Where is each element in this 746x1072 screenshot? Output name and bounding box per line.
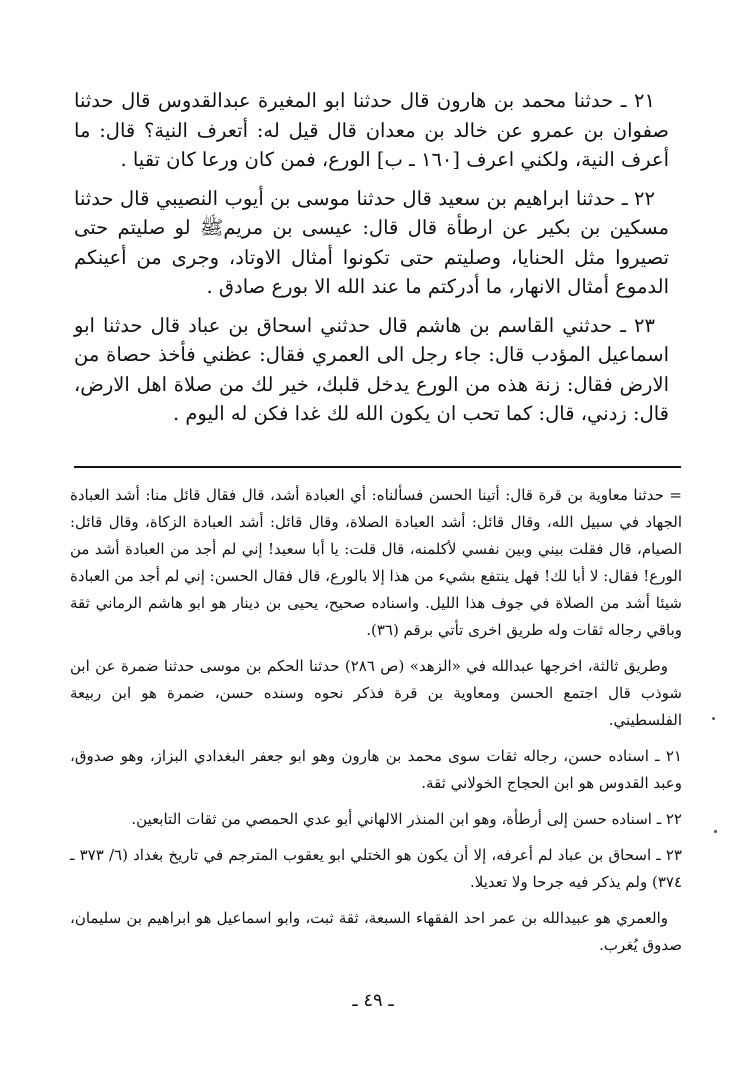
footnote-22: ٢٢ ـ اسناده حسن إلى أرطأة، وهو ابن المنذر الالهاني أبو عدي الحمصي من ثقات التابعين. [131, 810, 682, 828]
footnote-divider [74, 466, 681, 468]
main-text [74, 86, 669, 438]
hadith-21: ٢١ ـ حدثنا محمد بن هارون قال حدثنا ابو المغيرة عبدالقدوس قال حدثنا صفوان بن عمرو عن خالد بن معدان قال قيل له: أتعرف النية؟ قال: ما أعرف النية، ولكني اعرف [١٦٠ ـ ب] الورع، فمن كان ورعا كان تقيا . [74, 89, 669, 171]
footnote-21: ٢١ ـ اسناده حسن، رجاله ثقات سوى محمد بن هارون وهو ابو جعفر البغدادي البزاز، وهو صدوق، وعبد القدوس هو ابن الحجاج الخولاني ثقة. [70, 747, 682, 792]
footnote-23: ٢٣ ـ اسحاق بن عباد لم أعرفه، إلا أن يكون هو الختلي ابو يعقوب المترجم في تاريخ بغداد (٦/ ٣٧٣ ـ ٣٧٤) ولم يذكر فيه جرحا ولا تعديلا. [70, 846, 682, 891]
footnote-third-path: وطريق ثالثة، اخرجها عبدالله في «الزهد» (ص ٢٨٦) حدثنا الحكم بن موسى حدثنا ضمرة عن ابن شوذب قال اجتمع الحسن ومعاوية بن قرة فذكر نحوه وسنده حسن، ضمرة هو ابن ربيعة الفلسطيني. [70, 657, 682, 729]
footnote-continuation: = حدثنا معاوية بن قرة قال: أتينا الحسن فسألناه: أي العبادة أشد، قال فقال قائل منا: أشد العبادة الجهاد في سبيل الله، وقال قائل: أشد العبادة الصلاة، وقال قائل: أشد العبادة الزكاة، وقال قائل: الصيام، قال فقلت بيني وبين نفسي لأكلمنه، قال قلت: يا أبا سعيد! إني لم أجد من العبادة أشد من الورع! فقال: لا أبا لك! فهل ينتفع بشيء من هذا إلا بالورع، قال فقال الحسن: إني لم أجد من العبادة شيئا أشد من الصلاة في جوف هذا الليل. واسناده صحيح، يحيى بن دينار هو ابو هاشم الرماني ثقة وباقي رجاله ثقات وله طريق اخرى تأتي برقم (٣٦). [70, 486, 682, 639]
hadith-22: ٢٢ ـ حدثنا ابراهيم بن سعيد قال حدثنا موسى بن أيوب النصيبي قال حدثنا مسكين بن بكير عن ارطأة قال قال: عيسى بن مريمﷺ لو صليتم حتى تصيروا مثل الحنايا، وصليتم حتى تكونوا أمثال الاوتاد، وجرى من أعينكم الدموع أمثال الانهار، ما أدركتم ما عند الله الا بورع صادق . [74, 186, 669, 298]
page-number: ـ ٤٩ ـ [352, 990, 394, 1011]
hadith-23: ٢٣ ـ حدثني القاسم بن هاشم قال حدثني اسحاق بن عباد قال حدثنا ابو اسماعيل المؤدب قال: جاء رجل الى العمري فقال: عظني فأخذ حصاة من الارض فقال: زنة هذه من الورع يدخل قلبك، خير لك من صلاة اهل الارض، قال: زدني، قال: كما تحب ان يكون الله لك غدا فكن له اليوم . [74, 313, 669, 425]
footnotes [70, 482, 682, 968]
scan-speck [712, 717, 715, 720]
footnote-23-continued: والعمري هو عبيدالله بن عمر احد الفقهاء السبعة، ثقة ثبت، وابو اسماعيل هو ابراهيم بن سليمان، صدوق يُغرب. [70, 909, 682, 954]
scan-speck [714, 830, 717, 833]
